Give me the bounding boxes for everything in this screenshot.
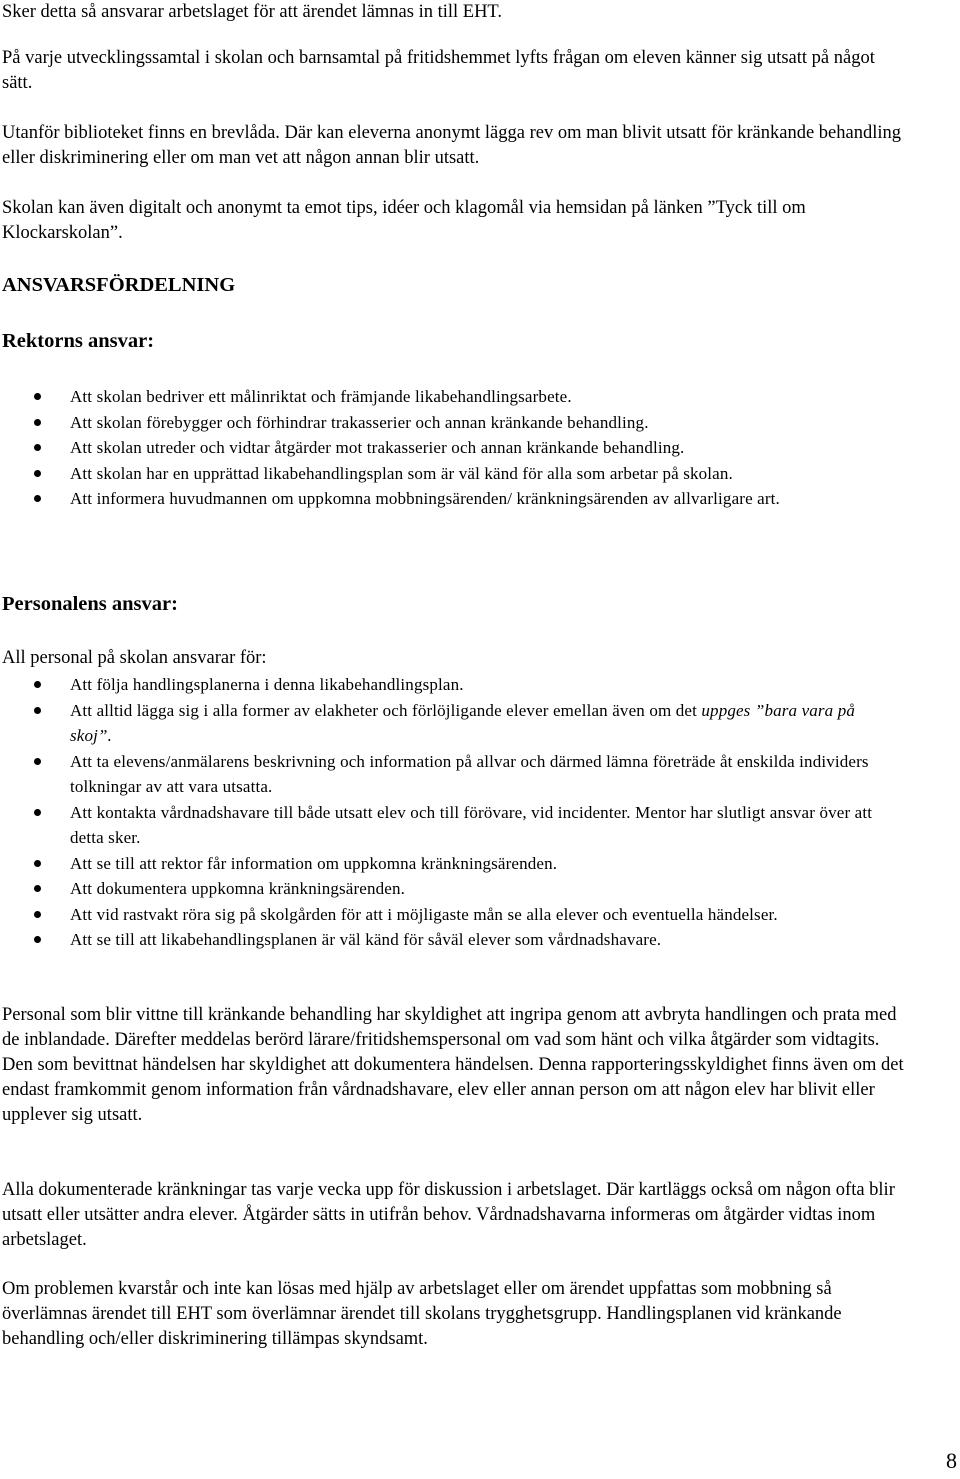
list-item [0, 384, 900, 410]
bullet-icon [34, 707, 41, 714]
paragraph-vittne: Personal som blir vittne till kränkande behandling har skyldighet att ingripa genom att avbryta handlingen och prata med de inblandade. Därefter meddelas berörd lärare/fritidshemspersonal om vad som hänt och vilka åtgärder som vidtagits. Den som bevittnat händelsen har skyldighet att dokumentera händelsen. Denna rapporteringsskyldighet finns även om det endast framkommit genom information från vårdnadshavare, elev eller annan person om att någon elev har blivit eller upplever sig utsatt. [2, 1005, 904, 1125]
bullet-icon [34, 393, 41, 400]
list-item [0, 902, 900, 928]
paragraph-dokumenterade: Alla dokumenterade kränkningar tas varje vecka upp för diskussion i arbetslaget. Där kartläggs också om någon ofta blir utsatt eller utsätter andra elever. Åtgärder sätts in utifrån behov. Vårdnadshavarna informeras om åtgärder vidtas inom arbetslaget. [2, 1180, 895, 1250]
bullet-icon [34, 470, 41, 477]
list-item [0, 927, 900, 953]
paragraph-utvecklingssamtal: På varje utvecklingssamtal i skolan och barnsamtal på fritidshemmet lyfts frågan om eleven känner sig utsatt på något sätt. [2, 48, 875, 93]
list-item [0, 435, 900, 461]
section-heading-ansvarsfordelning: ANSVARSFÖRDELNING [2, 274, 236, 296]
list-item-text: Att se till att likabehandlingsplanen är väl känd för såväl elever som vårdnadshavare. [70, 930, 662, 949]
list-item [0, 410, 900, 436]
subheading-rektor: Rektorns ansvar: [2, 330, 155, 352]
paragraph-digitalt: Skolan kan även digitalt och anonymt ta emot tips, idéer och klagomål via hemsidan på länken ”Tyck till om Klockarskolan”. [2, 198, 806, 243]
bullet-icon [34, 419, 41, 426]
list-item [0, 461, 900, 487]
list-item-text: Att dokumentera uppkomna kränkningsärenden. [70, 879, 406, 898]
list-item-text: Att skolan förebygger och förhindrar trakasserier och annan kränkande behandling. [70, 412, 649, 432]
list-item-text: Att informera huvudmannen om uppkomna mobbningsärenden/ kränkningsärenden av allvarligare art. [70, 489, 780, 508]
personal-responsibility-list [0, 672, 900, 953]
list-item-text: Att skolan har en upprättad likabehandlingsplan som är väl känd för alla som arbetar på skolan. [70, 463, 733, 483]
list-item-text: Att skolan utreder och vidtar åtgärder mot trakasserier och annan kränkande behandling. [70, 438, 685, 457]
list-item-text: Att se till att rektor får information om uppkomna kränkningsärenden. [70, 853, 558, 873]
list-item-text: Att skolan bedriver ett målinriktat och främjande likabehandlingsarbete. [70, 387, 572, 406]
bullet-icon [34, 758, 41, 765]
bullet-icon [34, 936, 41, 943]
list-item [0, 800, 900, 851]
list-item [0, 749, 900, 800]
subheading-personal: Personalens ansvar: [2, 593, 178, 615]
paragraph-brevlada: Utanför biblioteket finns en brevlåda. Där kan eleverna anonymt lägga rev om man blivit utsatt för kränkande behandling eller diskriminering eller om man vet att någon annan blir utsatt. [2, 123, 902, 168]
bullet-icon [34, 860, 41, 867]
list-item [0, 851, 900, 877]
list-item-text: Att alltid lägga sig i alla former av elakheter och förlöjligande elever emellan även om det [70, 700, 697, 720]
list-item-italic-text: uppges ”bara vara på skoj”. [70, 700, 856, 745]
page-number: 8 [946, 1448, 957, 1473]
bullet-icon [34, 809, 41, 816]
bullet-icon [34, 885, 41, 892]
list-item [0, 876, 900, 902]
rektor-responsibility-list [0, 384, 900, 512]
paragraph-eht: Sker detta så ansvarar arbetslaget för att ärendet lämnas in till EHT. [2, 2, 502, 22]
bullet-icon [34, 681, 41, 688]
list-item-text: Att ta elevens/anmälarens beskrivning och information på allvar och därmed lämna företräde åt enskilda individers tolkningar av att vara utsatta. [70, 751, 869, 796]
list-item-text: Att följa handlingsplanerna i denna likabehandlingsplan. [70, 675, 464, 694]
personal-intro: All personal på skolan ansvarar för: [2, 648, 267, 668]
list-item [0, 486, 900, 512]
list-item [0, 672, 900, 698]
list-item [0, 698, 900, 749]
bullet-icon [34, 444, 41, 451]
bullet-icon [34, 911, 41, 918]
list-item-text: Att vid rastvakt röra sig på skolgården för att i möjligaste mån se alla elever och eventuella händelser. [70, 904, 778, 924]
paragraph-kvarstar: Om problemen kvarstår och inte kan lösas med hjälp av arbetslaget eller om ärendet uppfattas som mobbning så överlämnas ärendet till EHT som överlämnar ärendet till skolans trygghetsgrupp. Handlingsplanen vid kränkande behandling och/eller diskriminering tillämpas skyndsamt. [2, 1279, 842, 1349]
list-item-text: Att kontakta vårdnadshavare till både utsatt elev och till förövare, vid incidenter. Mentor har slutligt ansvar över att detta sker. [70, 802, 873, 847]
bullet-icon [34, 495, 41, 502]
